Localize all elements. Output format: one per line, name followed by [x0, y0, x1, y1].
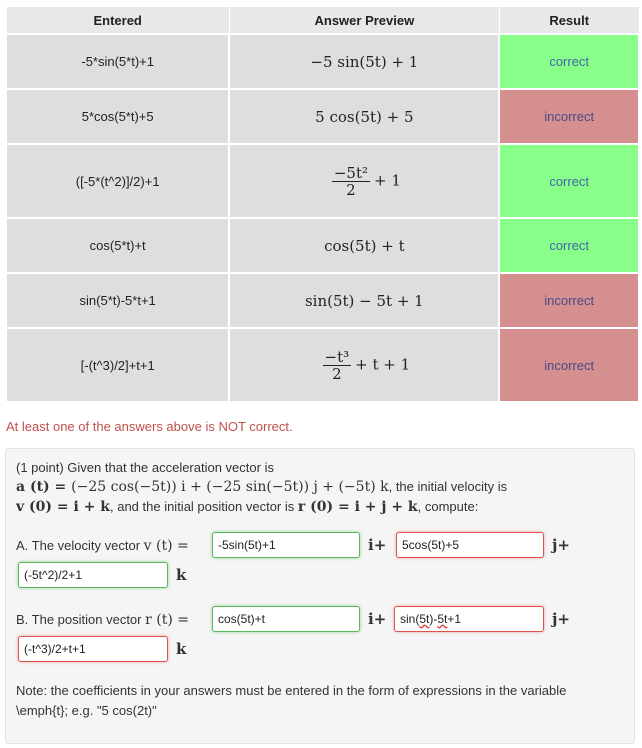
problem-panel: [5, 448, 635, 744]
velocity-k-input[interactable]: (-5t^2)/2+1: [18, 562, 168, 588]
result-cell: correct: [499, 34, 639, 89]
result-cell: correct: [499, 144, 639, 218]
preview-cell: sin(5t) − 5t + 1: [229, 273, 499, 328]
part-a-text: A. The velocity vector: [16, 538, 144, 553]
header-answer-preview: Answer Preview: [229, 7, 499, 35]
unit-j-label: j+: [552, 536, 570, 554]
table-row: [6, 328, 639, 402]
position-i-input[interactable]: cos(5t)+t: [212, 606, 360, 632]
part-b-text: B. The position vector: [16, 612, 146, 627]
entered-cell: 5*cos(5*t)+5: [6, 89, 229, 144]
initial-conditions-line: [16, 499, 478, 515]
input-text-part: +1: [447, 612, 462, 626]
header-result: Result: [499, 7, 639, 35]
initial-position: r (0) = i + j + k: [297, 499, 418, 515]
problem-intro: (1 point) Given that the acceleration vector is: [16, 460, 274, 475]
fraction-denominator: 2: [332, 364, 342, 383]
position-k-input[interactable]: (-t^3)/2+t+1: [18, 636, 168, 662]
preview-rest: + t + 1: [355, 355, 411, 373]
part-a-math: v (t) =: [143, 538, 189, 554]
part-b-math: r (t) =: [145, 612, 189, 628]
part-a-label: [16, 538, 189, 554]
fraction-numerator: −t³: [324, 347, 350, 366]
spellcheck-word: 5t: [419, 612, 430, 626]
preview-cell: [229, 144, 499, 218]
initial-velocity: v (0) = i + k: [16, 499, 110, 515]
result-cell: incorrect: [499, 328, 639, 402]
entered-cell: cos(5*t)+t: [6, 218, 229, 273]
input-text-part: sin(: [400, 612, 420, 626]
result-cell: incorrect: [499, 89, 639, 144]
preview-cell: cos(5t) + t: [229, 218, 499, 273]
unit-i-label: i+: [368, 610, 387, 628]
table-row: [6, 273, 639, 328]
preview-fraction: [323, 349, 352, 382]
acceleration-expression: (−25 cos(−5t)) i + (−25 sin(−5t)) j + (−5t) k: [71, 479, 389, 495]
result-cell: correct: [499, 218, 639, 273]
acceleration-suffix: , the initial velocity is: [388, 479, 508, 494]
velocity-i-input[interactable]: -5sin(5t)+1: [212, 532, 360, 558]
part-b-label: [16, 612, 189, 628]
entered-cell: -5*sin(5*t)+1: [6, 34, 229, 89]
note-line-1: Note: the coefficients in your answers must be entered in the form of expressions in the variable: [16, 683, 567, 698]
initial-velocity-suffix: , and the initial position vector is: [109, 499, 298, 514]
table-row: [6, 218, 639, 273]
unit-k-label: k: [176, 640, 187, 658]
entered-cell: sin(5*t)-5*t+1: [6, 273, 229, 328]
acceleration-lhs: a (t) =: [16, 479, 72, 495]
result-cell: incorrect: [499, 273, 639, 328]
preview-cell: −5 sin(5t) + 1: [229, 34, 499, 89]
input-text-part: )-: [429, 612, 438, 626]
unit-i-label: i+: [368, 536, 387, 554]
warning-message: At least one of the answers above is NOT correct.: [6, 419, 293, 434]
header-entered: Entered: [6, 7, 229, 35]
unit-j-label: j+: [552, 610, 570, 628]
preview-rest: + 1: [373, 171, 401, 189]
table-row: [6, 34, 639, 89]
preview-fraction: [332, 165, 370, 198]
fraction-numerator: −5t²: [333, 163, 368, 182]
fraction-denominator: 2: [346, 180, 356, 199]
position-j-input[interactable]: [394, 606, 544, 632]
preview-cell: 5 cos(5t) + 5: [229, 89, 499, 144]
table-row: [6, 89, 639, 144]
acceleration-line: [16, 479, 507, 495]
note-line-2: \emph{t}; e.g. "5 cos(2t)": [16, 703, 157, 718]
velocity-j-input[interactable]: 5cos(5t)+5: [396, 532, 544, 558]
table-row: [6, 144, 639, 218]
entered-cell: [-(t^3)/2]+t+1: [6, 328, 229, 402]
entered-cell: ([-5*(t^2)]/2)+1: [6, 144, 229, 218]
initial-position-suffix: , compute:: [417, 499, 479, 514]
preview-cell: [229, 328, 499, 402]
table-header-row: [6, 7, 639, 35]
results-table: [5, 6, 640, 403]
spellcheck-word: 5t: [437, 612, 448, 626]
unit-k-label: k: [176, 566, 187, 584]
